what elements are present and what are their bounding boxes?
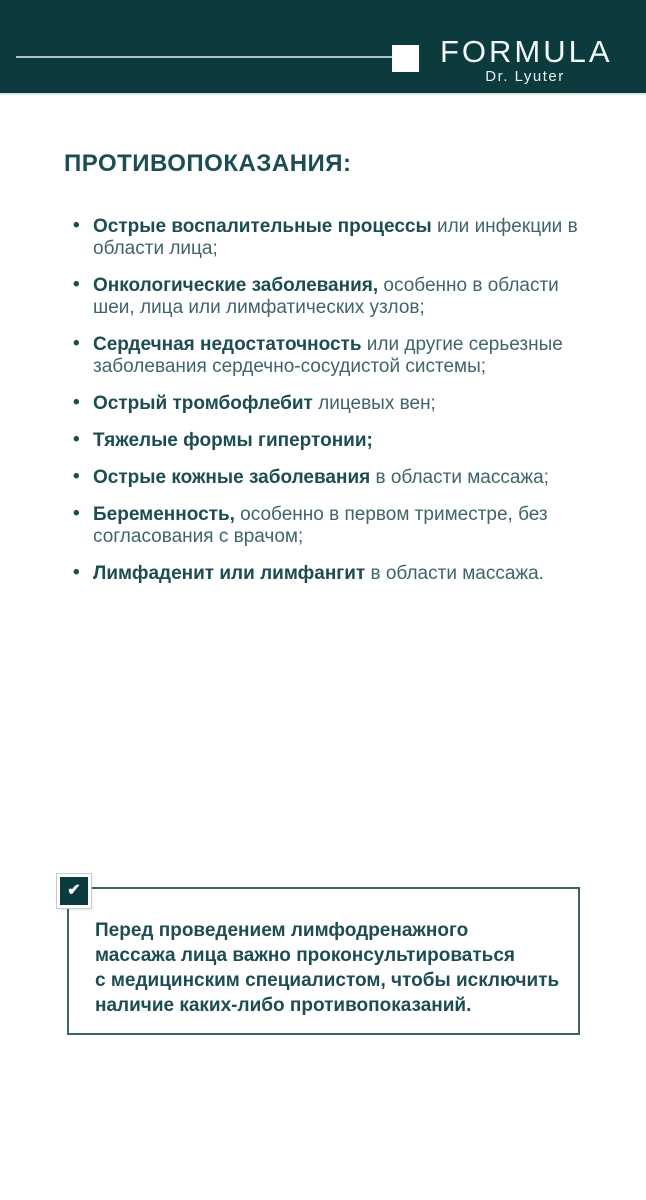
list-item <box>64 563 586 585</box>
header-rule <box>16 56 392 58</box>
bullet-icon: • <box>73 215 80 236</box>
bullet-icon: • <box>73 392 80 413</box>
checkmark-icon: ✔ <box>57 874 91 908</box>
note-line: массажа лица важно проконсультироваться <box>95 945 516 966</box>
bullet-icon: • <box>73 274 80 295</box>
list-item-text: или инфекции в области лица; <box>93 216 578 259</box>
main-content <box>0 95 646 585</box>
list-item-bold: Острый тромбофлебит <box>93 393 313 414</box>
list-item-text: в области массажа; <box>370 467 549 488</box>
list-item <box>64 504 586 548</box>
list-item-bold: Тяжелые формы гипертонии; <box>93 430 373 451</box>
list-item <box>64 430 586 452</box>
list-item <box>64 275 586 319</box>
contraindications-list <box>64 216 586 585</box>
list-item <box>64 216 586 260</box>
list-item-bold: Острые кожные заболевания <box>93 467 371 488</box>
list-item-bold: Сердечная недостаточность <box>93 334 362 355</box>
list-item-text: особенно в области шеи, лица или лимфатических узлов; <box>93 275 559 318</box>
brand-subtitle: Dr. Lyuter <box>485 68 565 85</box>
bullet-icon: • <box>73 466 80 487</box>
list-item-text: особенно в первом триместре, без согласования с врачом; <box>93 504 548 547</box>
brand-logo <box>440 34 613 85</box>
bullet-icon: • <box>73 503 80 524</box>
note-line: с медицинским специалистом, чтобы исключить <box>95 970 560 991</box>
note-text <box>69 889 578 1018</box>
list-item <box>64 334 586 378</box>
list-item-bold: Беременность, <box>93 504 235 525</box>
list-item-text: лицевых вен; <box>312 393 436 414</box>
bullet-icon: • <box>73 562 80 583</box>
note-box <box>67 882 580 1035</box>
list-item-text: или другие серьезные заболевания сердечно-сосудистой системы; <box>93 334 563 377</box>
list-item <box>64 467 586 489</box>
page-title: ПРОТИВОПОКАЗАНИЯ: <box>64 150 352 177</box>
note-line: Перед проведением лимфодренажного <box>95 920 469 941</box>
list-item-text: в области массажа. <box>365 563 544 584</box>
list-item-bold: Острые воспалительные процессы <box>93 216 432 237</box>
list-item <box>64 393 586 415</box>
list-item-bold: Онкологические заболевания, <box>93 275 379 296</box>
bullet-icon: • <box>73 429 80 450</box>
header-banner <box>0 0 646 95</box>
bullet-icon: • <box>73 333 80 354</box>
brand-name: FORMULA <box>440 34 613 69</box>
note-line: наличие каких-либо противопоказаний. <box>95 995 472 1016</box>
logo-square-icon <box>392 45 419 72</box>
list-item-bold: Лимфаденит или лимфангит <box>93 563 366 584</box>
